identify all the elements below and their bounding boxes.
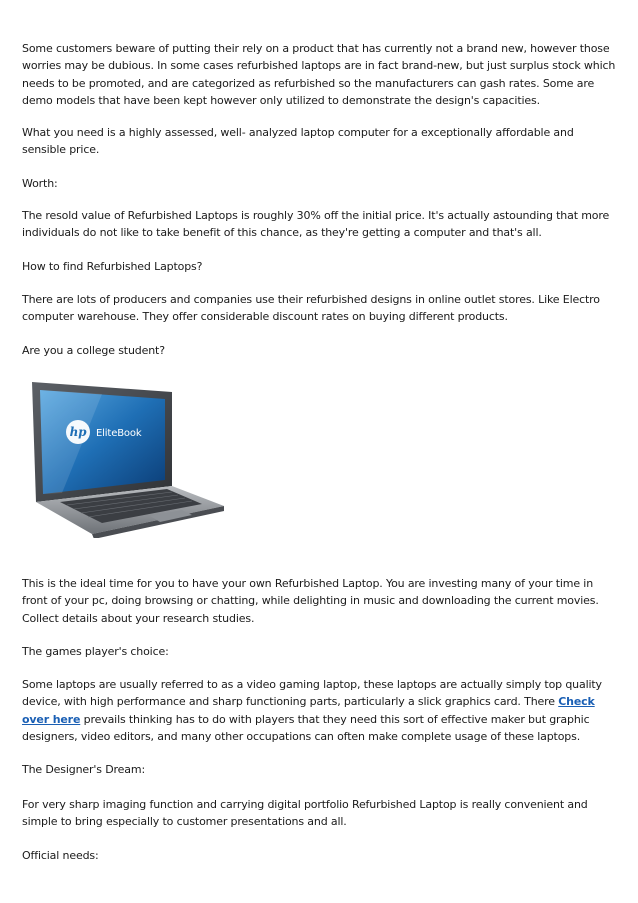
heading-how-to-find: How to find Refurbished Laptops? [22, 260, 203, 273]
paragraph-gaming-laptop [22, 676, 620, 745]
heading-games-player: The games player's choice: [22, 645, 169, 658]
gaming-text-after: prevails thinking has to do with players that they need this sort of effective maker but graphic designers, video editors, and many other occupations can often make complete usage of these laptops. [22, 712, 590, 743]
heading-official-needs: Official needs: [22, 849, 99, 862]
paragraph-intro: Some customers beware of putting their rely on a product that has currently not a brand new, however those worries may be dubious. In some cases refurbished laptops are in fact brand-new, but just surplus stock which needs to be promoted, and are categorized as refurbished so the manufacturers can gash rates. Some are demo models that have been kept however only utilized to demonstrate the design's capacities. [22, 42, 616, 107]
heading-worth: Worth: [22, 177, 58, 190]
paragraph-ideal-time: This is the ideal time for you to have your own Refurbished Laptop. You are investing many of your time in front of your pc, doing browsing or chatting, while delighting in music and downloading the current movies. Collect details about your research studies. [22, 577, 599, 625]
heading-college-student: Are you a college student? [22, 344, 165, 357]
gaming-text-before: Some laptops are usually referred to as a video gaming laptop, these laptops are actually simply top quality device, with high performance and sharp functioning parts, particularly a slick graphics card. There [22, 678, 602, 709]
laptop-illustration [22, 378, 232, 538]
paragraph-need: What you need is a highly assessed, well- analyzed laptop computer for a exceptionally affordable and sensible price. [22, 126, 574, 157]
model-label: EliteBook [96, 428, 142, 439]
heading-designers-dream: The Designer's Dream: [22, 763, 146, 776]
paragraph-designer: For very sharp imaging function and carrying digital portfolio Refurbished Laptop is really convenient and simple to bring especially to customer presentations and all. [22, 798, 588, 829]
hp-logo-text: hp [69, 425, 87, 439]
paragraph-resold-value: The resold value of Refurbished Laptops is roughly 30% off the initial price. It's actually astounding that more individuals do not like to take benefit of this chance, as they're getting a computer and that's all. [22, 209, 610, 240]
laptop-image [22, 378, 232, 538]
check-over-here-link[interactable]: Check over here [22, 695, 595, 726]
paragraph-producers: There are lots of producers and companies use their refurbished designs in online outlet stores. Like Electro computer warehouse. They offer considerable discount rates on buying different products. [22, 293, 600, 324]
